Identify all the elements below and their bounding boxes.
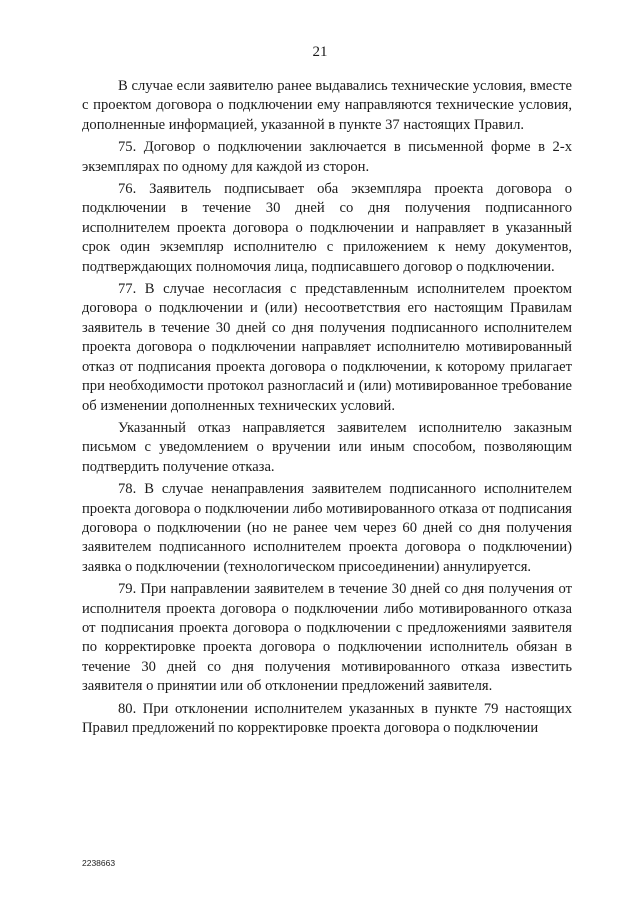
paragraph-75: 75. Договор о подключении заключается в письменной форме в 2-х экземплярах по одному для каждой из сторон. <box>82 139 572 175</box>
paragraph-80: 80. При отклонении исполнителем указанных в пункте 79 настоящих Правил предложений по корректировке проекта договора о подключении <box>82 700 572 736</box>
paragraph-77: 77. В случае несогласия с представленным исполнителем проектом договора о подключении и (или) несоответствия его настоящим Правилам заявитель в течение 30 дней со дня получения подписанного исполнителем проекта договора о подключении направляет исполнителю мотивированный отказ от подписания проекта договора о подключении, к которому прилагает при необходимости протокол разногласий и (или) мотивированное требование об изменении дополненных технических условий. <box>82 281 572 414</box>
paragraph-76: 76. Заявитель подписывает оба экземпляра проекта договора о подключении в течение 30 дней со дня получения подписанного исполнителем проекта договора о подключении и направляет в указанный срок один экземпляр исполнителю с приложением к нему документов, подтверждающих полномочия лица, подписавшего договор о подключении. <box>82 181 572 275</box>
paragraph-79: 79. При направлении заявителем в течение 30 дней со дня получения от исполнителя проекта договора о подключении либо мотивированного отказа от подписания проекта договора о подключении с предложениями заявителя по корректировке проекта договора о подключении исполнитель обязан в течение 30 дней со дня получения мотивированного отказа известить заявителя о принятии или об отклонении предложений заявителя. <box>82 581 572 695</box>
footer-document-code: 2238663 <box>82 858 116 868</box>
page-number: 21 <box>312 44 328 60</box>
paragraph-refusal-delivery: Указанный отказ направляется заявителем исполнителю заказным письмом с уведомлением о вручении или иным способом, позволяющим подтвердить получение отказа. <box>82 419 572 475</box>
document-body <box>82 77 572 738</box>
paragraph-technical-conditions: В случае если заявителю ранее выдавались технические условия, вместе с проектом договора о подключении ему направляются технические условия, дополненные информацией, указанной в пункте 37 настоящих Правил. <box>82 78 572 133</box>
paragraph-78: 78. В случае ненаправления заявителем подписанного исполнителем проекта договора о подключении либо мотивированного отказа от подписания договора о подключении (но не ранее чем через 60 дней со дня получения заявителем подписанного исполнителем проекта договора о подключении) заявка о подключении (технологическом присоединении) аннулируется. <box>82 481 572 575</box>
